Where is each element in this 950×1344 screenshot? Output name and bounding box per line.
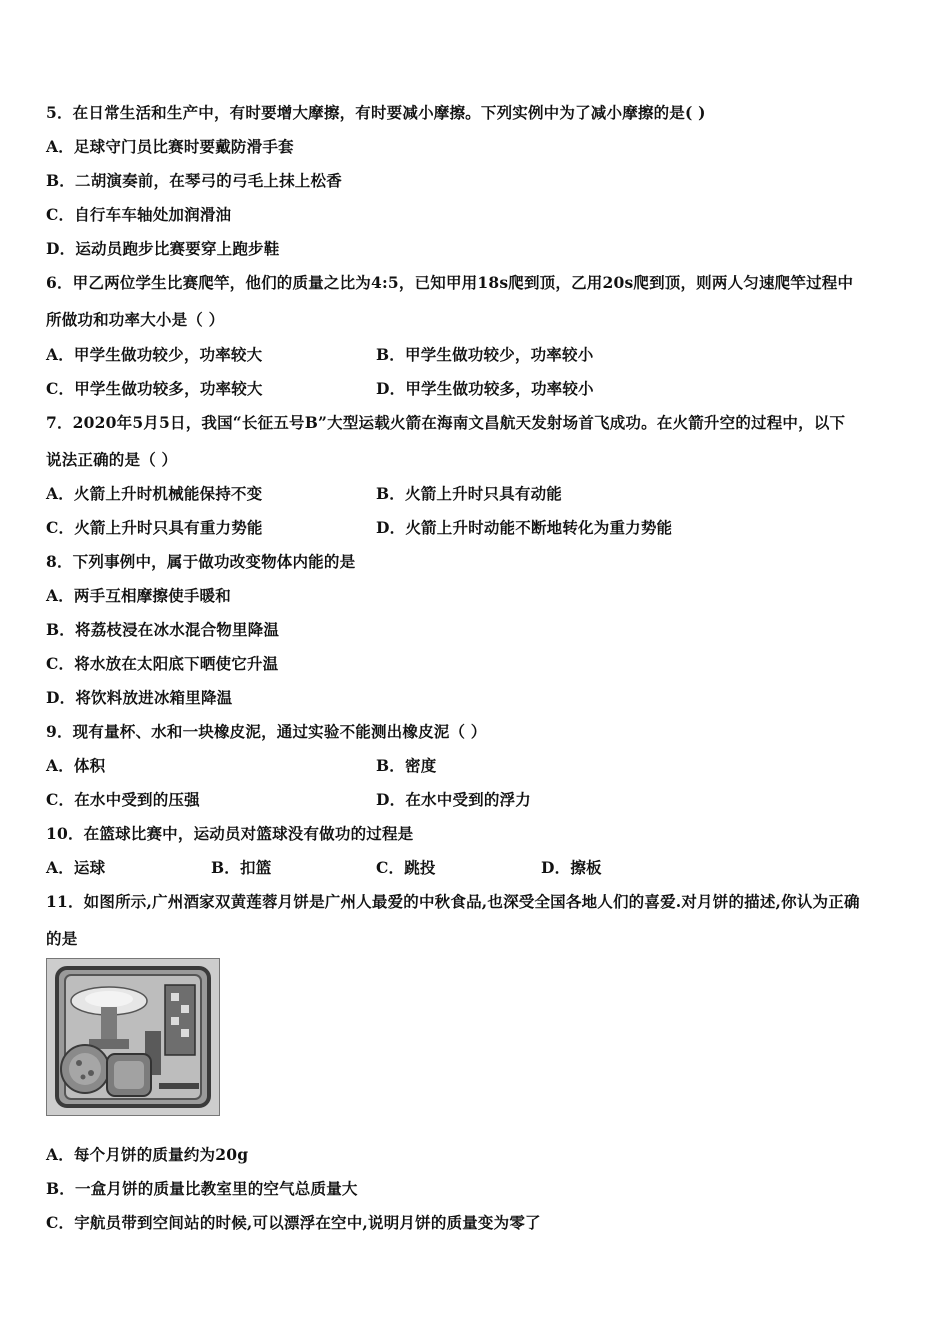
q6-stem-line1: 6．甲乙两位学生比赛爬竿，他们的质量之比为4:5，已知甲用18s爬到顶，乙用20s爬到顶，则两人匀速爬竿过程中: [46, 273, 854, 292]
q7-option-a: A．火箭上升时机械能保持不变: [46, 484, 263, 503]
q9-option-a: A．体积: [46, 756, 106, 775]
q5-option-a: A．足球守门员比赛时要戴防滑手套: [46, 137, 294, 156]
q9-stem: 9．现有量杯、水和一块橡皮泥，通过实验不能测出橡皮泥（ ）: [46, 722, 487, 741]
q7-option-d: D．火箭上升时动能不断地转化为重力势能: [376, 518, 673, 537]
q7-stem-line2: 说法正确的是（ ）: [46, 450, 178, 469]
q10-option-c: C．跳投: [376, 858, 436, 877]
q5-stem: 5．在日常生活和生产中，有时要增大摩擦，有时要减小摩擦。下列实例中为了减小摩擦的是( ): [46, 103, 706, 122]
q8-option-c: C．将水放在太阳底下晒使它升温: [46, 654, 279, 673]
q6-option-c: C．甲学生做功较多，功率较大: [46, 379, 263, 398]
q10-option-a: A．运球: [46, 858, 106, 877]
q10-option-d: D．擦板: [541, 858, 602, 877]
q11-option-a: A．每个月饼的质量约为20g: [46, 1145, 249, 1164]
q9-option-b: B．密度: [376, 756, 437, 775]
q11-option-c: C．宇航员带到空间站的时候,可以漂浮在空中,说明月饼的质量变为零了: [46, 1213, 541, 1232]
q6-stem-line2: 所做功和功率大小是（ ）: [46, 310, 225, 329]
mooncake-box-photo: [46, 958, 220, 1116]
q6-option-b: B．甲学生做功较少，功率较小: [376, 345, 594, 364]
q11-stem-line2: 的是: [46, 929, 78, 948]
q7-stem-line1: 7．2020年5月5日，我国“长征五号B”大型运载火箭在海南文昌航天发射场首飞成功。在火箭升空的过程中，以下: [46, 413, 846, 432]
q8-option-d: D．将饮料放进冰箱里降温: [46, 688, 233, 707]
q5-option-b: B．二胡演奏前，在琴弓的弓毛上抹上松香: [46, 171, 342, 190]
q5-option-d: D．运动员跑步比赛要穿上跑步鞋: [46, 239, 280, 258]
q11-stem-line1: 11．如图所示,广州酒家双黄莲蓉月饼是广州人最爱的中秋食品,也深受全国各地人们的喜爱.对月饼的描述,你认为正确: [46, 892, 860, 911]
q6-option-a: A．甲学生做功较少，功率较大: [46, 345, 263, 364]
q6-option-d: D．甲学生做功较多，功率较小: [376, 379, 594, 398]
q8-stem: 8．下列事例中，属于做功改变物体内能的是: [46, 552, 356, 571]
q11-option-b: B．一盒月饼的质量比教室里的空气总质量大: [46, 1179, 358, 1198]
mooncake-box-illustration: [47, 959, 219, 1115]
q5-option-c: C．自行车车轴处加润滑油: [46, 205, 232, 224]
q7-option-b: B．火箭上升时只具有动能: [376, 484, 563, 503]
q10-option-b: B．扣篮: [211, 858, 272, 877]
q7-option-c: C．火箭上升时只具有重力势能: [46, 518, 263, 537]
q9-option-c: C．在水中受到的压强: [46, 790, 200, 809]
q10-stem: 10．在篮球比赛中，运动员对篮球没有做功的过程是: [46, 824, 414, 843]
q8-option-b: B．将荔枝浸在冰水混合物里降温: [46, 620, 280, 639]
q8-option-a: A．两手互相摩擦使手暖和: [46, 586, 231, 605]
q9-option-d: D．在水中受到的浮力: [376, 790, 531, 809]
